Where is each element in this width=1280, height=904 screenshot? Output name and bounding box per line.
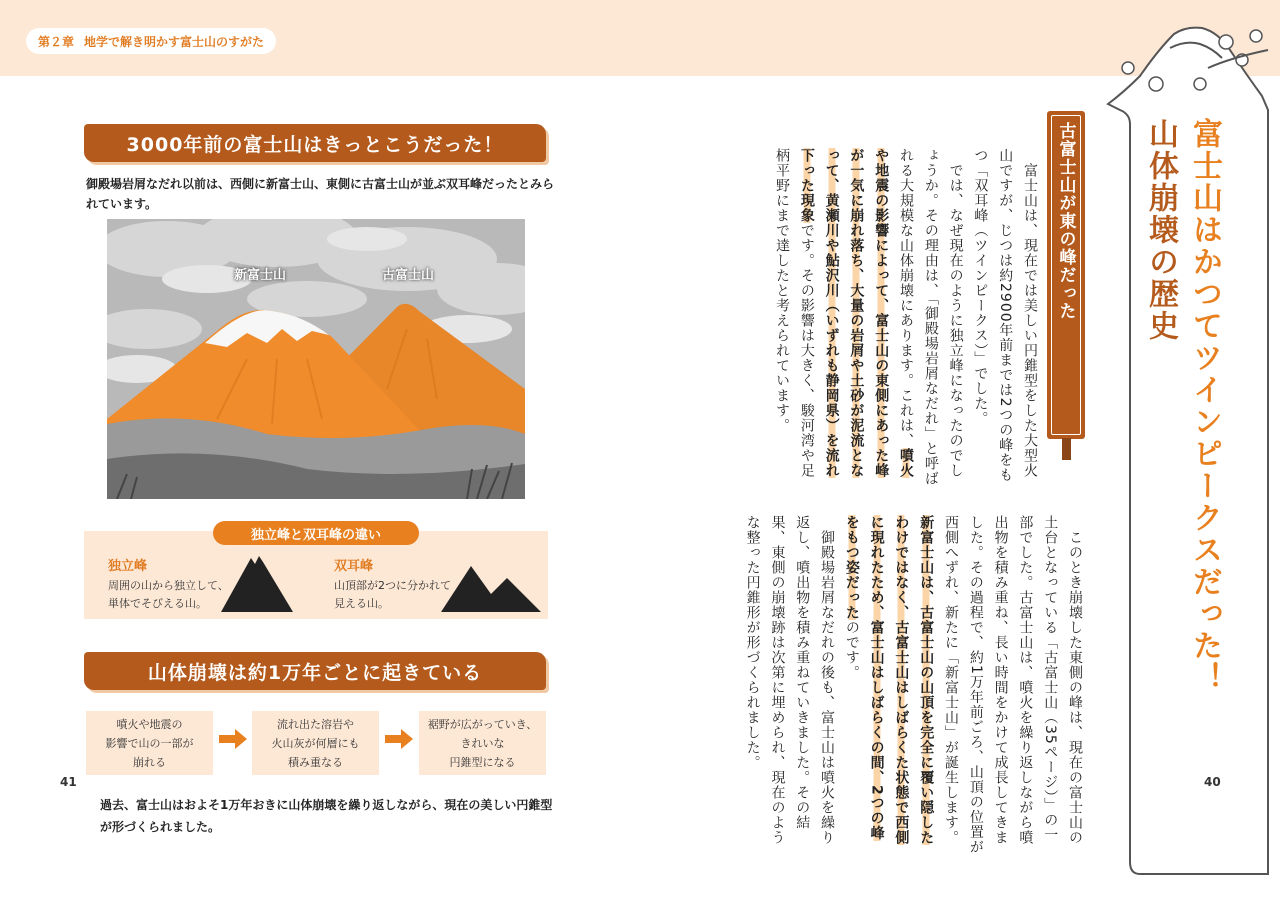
twin-peak-desc <box>334 577 451 613</box>
twin-peak-icon <box>441 564 541 612</box>
single-peak-desc-line1: 周囲の山から独立して、 <box>108 579 229 592</box>
flow-caption: 過去、富士山はおよそ1万年おきに山体崩壊を繰り返しながら、現在の美しい円錐型が形づくられました。 <box>100 798 553 834</box>
para2-sentence-b: のです。 <box>843 620 860 680</box>
section-banner-3000-years: 3000年前の富士山はきっとこうだった！ <box>84 124 546 162</box>
chapter-tab <box>26 28 276 54</box>
para2-sentence-a: このとき崩壊した東側の峰は、現在の富士山の土台となっている「古富士山（35ページ）」の一部でした。古富士山は、噴火を繰り返しながら噴出物を積み重ね、長い時間をかけて成長してきました。その過程で、約1万年前ごろ、山頂の位置が西側へずれ、新たに「新富士山」が誕生します。 <box>943 515 1083 855</box>
flow-step-2: 流れ出た溶岩や 火山灰が何層にも 積み重なる <box>252 711 379 775</box>
para2-highlight: 新富士山は、古富士山の山頂を完全に覆い隠したわけではなく、古富士山はしばらくた状態で西側に現れたため、富士山はしばらくの間、2つの峰をもつ姿だった <box>843 515 935 845</box>
twin-peak-heading: 双耳峰 <box>334 559 374 574</box>
single-peak-desc <box>108 577 229 613</box>
label-new-fuji: 新富士山 <box>234 268 287 283</box>
para1-highlight: 噴火や地震の影響によって、富士山の東側にあった峰が一気に崩れ落ち、大量の岩屑や土砂が泥流となって、黄瀬川や鮎沢川（いずれも静岡県）を流れ下った現象 <box>798 148 915 478</box>
single-peak-desc-line2: 単体でそびえる山。 <box>108 597 207 610</box>
chapter-title: 地学で解き明かす富士山のすがた <box>84 34 265 49</box>
para1-sentence-a: 富士山は、現在では美しい円錐型をした大型火山ですが、じつは約2900年前までは2つの峰をもつ「双耳峰（ツインピークス）」でした。 <box>972 148 1038 483</box>
twin-peak-illustration <box>107 219 525 499</box>
para3: 御殿場岩屑なだれの後も、富士山は噴火を繰り返し、噴出物を積み重ねていきました。その結果、東側の崩壊跡は次第に埋められ、現在のような整った円錐形が形づくられました。 <box>744 515 836 845</box>
label-old-fuji: 古富士山 <box>382 268 435 283</box>
page-number-right: 40 <box>1204 775 1221 789</box>
chapter-number: 第２章 <box>38 34 75 49</box>
page-title-line1: 富士山はかつてツインピークスだった！ <box>1187 118 1222 694</box>
body-text-lower <box>725 515 1087 855</box>
subheading: 古富士山が東の峰だった <box>1055 122 1076 320</box>
flow-step-3: 裾野が広がっていき、 きれいな 円錐型になる <box>419 711 546 775</box>
para1-sentence-c: です。その影響は大きく、駿河湾や足柄平野にまで達したと考えられています。 <box>774 148 815 478</box>
arrow-right-icon <box>385 729 413 749</box>
sign-post <box>1062 438 1071 460</box>
body-text-upper <box>725 148 1042 488</box>
comparison-title: 独立峰と双耳峰の違い <box>213 521 419 545</box>
twin-peak-desc-line2: 見える山。 <box>334 597 389 610</box>
single-peak-heading: 独立峰 <box>108 559 148 574</box>
photo-caption: 御殿場岩屑なだれ以前は、西側に新富士山、東側に古富士山が並ぶ双耳峰だったとみられています。 <box>86 177 555 211</box>
page-title-line2: 山体崩壊の歴史 <box>1143 118 1178 342</box>
single-peak-icon <box>221 552 293 612</box>
section-banner-10000-years: 山体崩壊は約1万年ごとに起きている <box>84 652 546 690</box>
page-number-left: 41 <box>60 775 77 789</box>
flow-step-1: 噴火や地震の 影響で山の一部が 崩れる <box>86 711 213 775</box>
twin-peak-desc-line1: 山頂部が2つに分かれて <box>334 579 451 592</box>
arrow-right-icon <box>219 729 247 749</box>
para1-sentence-b: では、なぜ現在のように独立峰になったのでしょうか。その理由は、「御殿場岩屑なだれ」と呼ばれる大規模な山体崩壊にあります。これは、 <box>898 148 964 486</box>
